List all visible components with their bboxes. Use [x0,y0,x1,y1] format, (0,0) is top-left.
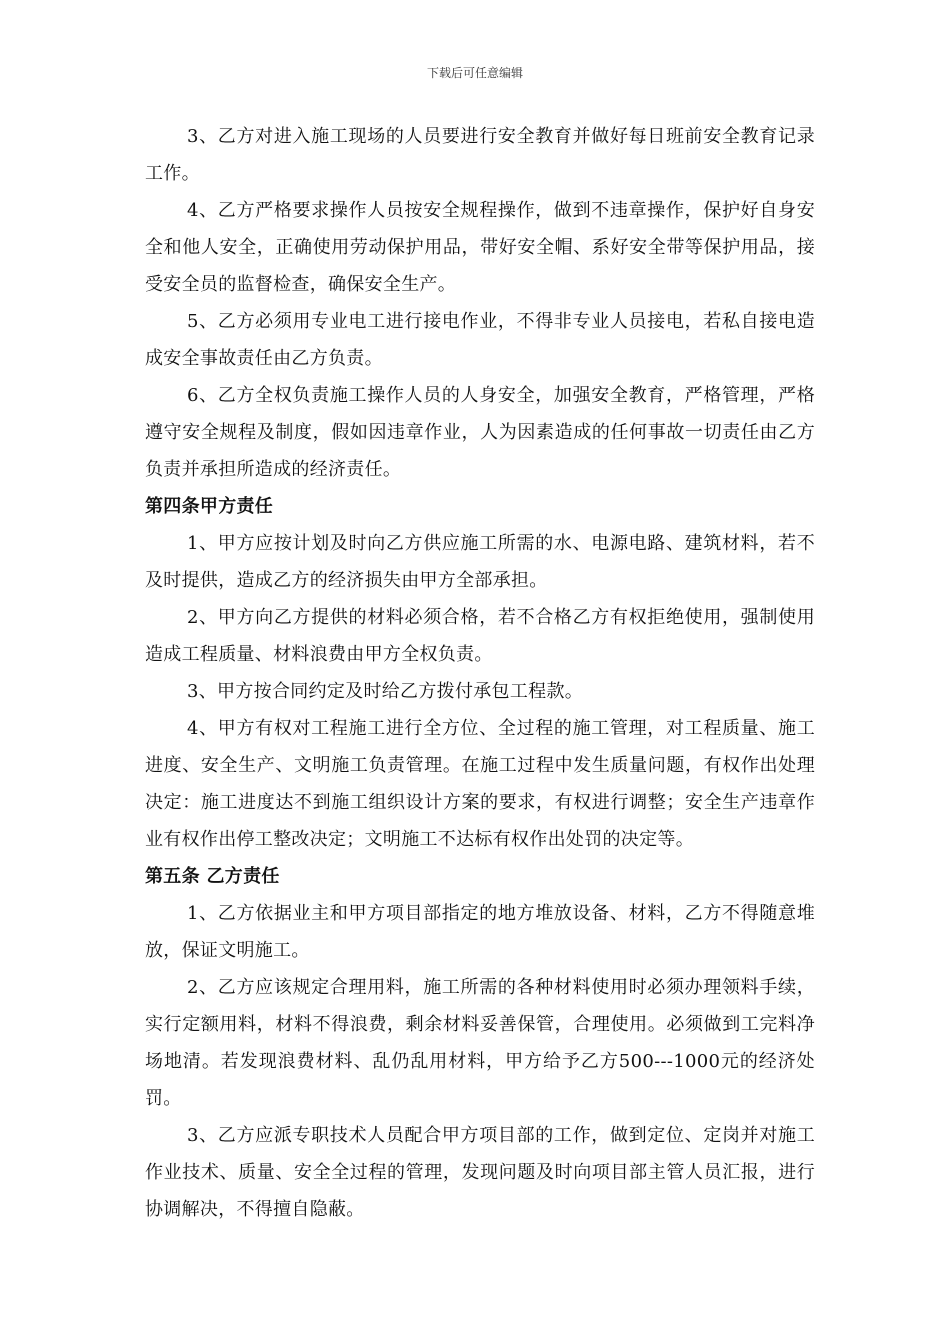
watermark-text: 下载后可任意编辑 [426,66,523,80]
paragraph-worker-safety-education: 3、乙方对进入施工现场的人员要进行安全教育并做好每日班前安全教育记录工作。 [145,126,815,184]
document-body [145,118,815,1228]
paragraph-technical-staff: 3、乙方应派专职技术人员配合甲方项目部的工作，做到定位、定岗并对施工作业技术、质量、安全全过程的管理，发现问题及时向项目部主管人员汇报，进行协调解决，不得擅自隐蔽。 [145,1125,815,1220]
paragraph-payment: 3、甲方按合同约定及时给乙方拨付承包工程款。 [187,681,584,702]
paragraph-storage-location: 1、乙方依据业主和甲方项目部指定的地方堆放设备、材料，乙方不得随意堆放，保证文明施工。 [145,903,815,961]
paragraph-safe-operation: 4、乙方严格要求操作人员按安全规程操作，做到不违章操作，保护好自身安全和他人安全，正确使用劳动保护用品，带好安全帽、系好安全带等保护用品，接受安全员的监督检查，确保安全生产。 [145,200,815,295]
paragraph-supply-obligation: 1、甲方应按计划及时向乙方供应施工所需的水、电源电路、建筑材料，若不及时提供，造成乙方的经济损失由甲方全部承担。 [145,533,815,591]
paragraph-electrician-requirement: 5、乙方必须用专业电工进行接电作业，不得非专业人员接电，若私自接电造成安全事故责任由乙方负责。 [145,311,815,369]
paragraph-personal-safety-responsibility: 6、乙方全权负责施工操作人员的人身安全，加强安全教育，严格管理，严格遵守安全规程及制度，假如因违章作业，人为因素造成的任何事故一切责任由乙方负责并承担所造成的经济责任。 [145,385,815,480]
paragraph-construction-management: 4、甲方有权对工程施工进行全方位、全过程的施工管理，对工程质量、施工进度、安全生产、文明施工负责管理。在施工过程中发生质量问题，有权作出处理决定：施工进度达不到施工组织设计方案的要求，有权进行调整；安全生产违章作业有权作出停工整改决定；文明施工不达标有权作出处罚的决定等。 [145,718,815,850]
paragraph-material-quality: 2、甲方向乙方提供的材料必须合格，若不合格乙方有权拒绝使用，强制使用造成工程质量、材料浪费由甲方全权负责。 [145,607,815,665]
section-heading-article-4: 第四条甲方责任 [145,496,274,517]
section-heading-article-5: 第五条 乙方责任 [145,866,280,887]
paragraph-material-usage: 2、乙方应该规定合理用料，施工所需的各种材料使用时必须办理领料手续，实行定额用料，材料不得浪费，剩余材料妥善保管，合理使用。必须做到工完料净场地清。若发现浪费材料、乱仍乱用材料，甲方给予乙方500---1000元的经济处罚。 [145,977,815,1109]
